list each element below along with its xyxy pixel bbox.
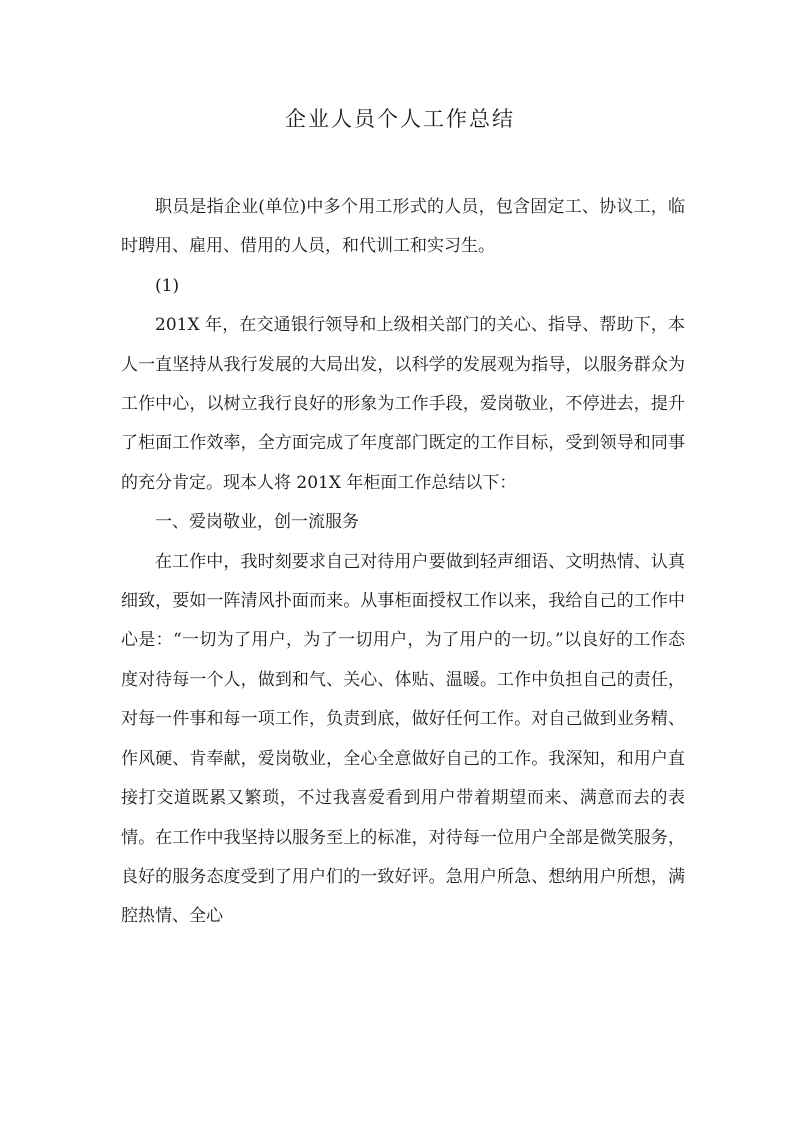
paragraph-section-number: (1) — [155, 275, 180, 296]
paragraph-intro: 职员是指企业(单位)中多个用工形式的人员，包含固定工、协议工，临时聘用、雇用、借用的人员，和代训工和实习生。 — [121, 197, 685, 257]
paragraph-summary-opening: 201X 年，在交通银行领导和上级相关部门的关心、指导、帮助下，本人一直坚持从我行发展的大局出发，以科学的发展观为指导，以服务群众为工作中心，以树立我行良好的形象为工作手段，爱岗敬业，不停进去，提升了柜面工作效率，全方面完成了年度部门既定的工作目标，受到领导和同事的充分肯定。现本人将 201X 年柜面工作总结以下： — [121, 315, 685, 493]
section-heading-1: 一、爱岗敬业，创一流服务 — [155, 512, 359, 533]
document-body — [121, 188, 685, 937]
document-title: 企业人员个人工作总结 — [285, 107, 515, 131]
paragraph-service-work: 在工作中，我时刻要求自己对待用户要做到轻声细语、文明热情、认真细致，要如一阵清风扑面而来。从事柜面授权工作以来，我给自己的工作中心是：“一切为了用户，为了一切用户，为了用户的一切。”以良好的工作态度对待每一个人，做到和气、关心、体贴、温暖。工作中负担自己的责任，对每一件事和每一项工作，负责到底，做好任何工作。对自己做到业务精、作风硬、肯奉献，爱岗敬业，全心全意做好自己的工作。我深知，和用户直接打交道既累又繁琐，不过我喜爱看到用户带着期望而来、满意而去的表情。在工作中我坚持以服务至上的标准，对待每一位用户全部是微笑服务，良好的服务态度受到了用户们的一致好评。急用户所急、想纳用户所想，满腔热情、全心 — [121, 551, 685, 927]
